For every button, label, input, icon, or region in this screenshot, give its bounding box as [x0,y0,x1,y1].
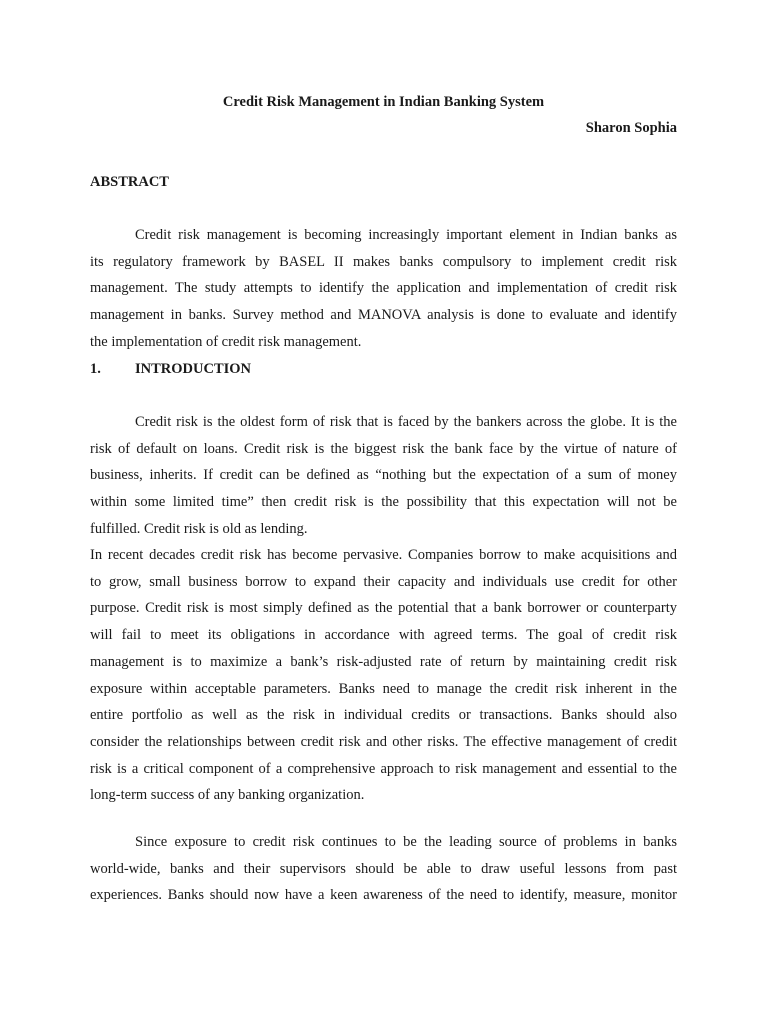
paragraph-line: management is to maximize a bank’s risk-adjusted rate of return by maintaining credit risk [90,653,677,670]
section-title: INTRODUCTION [135,361,252,377]
paragraph-line: fulfilled. Credit risk is old as lending. [90,520,308,537]
paragraph-line: risk of default on loans. Credit risk is the biggest risk the bank face by the virtue of nature of [90,440,677,457]
paragraph-line: consider the relationships between credit risk and other risks. The effective management of credit [90,733,677,750]
paragraph-line: purpose. Credit risk is most simply defined as the potential that a bank borrower or counterparty [90,600,677,617]
paragraph-line: experiences. Banks should now have a keen awareness of the need to identify, measure, monitor [90,887,677,904]
abstract-line: the implementation of credit risk management. [90,333,362,350]
paragraph-line: exposure within acceptable parameters. Banks need to manage the credit risk inherent in the [90,680,677,697]
paragraph-line: business, inherits. If credit can be defined as “nothing but the expectation of a sum of money [90,467,677,484]
document-title: Credit Risk Management in Indian Banking System [222,94,545,110]
paragraph-line: risk is a critical component of a comprehensive approach to risk management and essential to the [90,760,677,777]
document-author: Sharon Sophia [585,120,677,136]
paragraph-line: will fail to meet its obligations in accordance with agreed terms. The goal of credit risk [90,627,677,644]
abstract-line: management in banks. Survey method and MANOVA analysis is done to evaluate and identify [90,307,677,324]
paragraph-line: entire portfolio as well as the risk in individual credits or transactions. Banks should also [90,707,677,724]
paragraph-line: world-wide, banks and their supervisors should be able to draw useful lessons from past [90,860,677,877]
introduction-paragraph-2 [90,542,677,809]
paragraph-line: within some limited time” then credit risk is the possibility that this expectation will not be [90,494,677,511]
abstract-line: Credit risk management is becoming increasingly important element in Indian banks as [135,227,677,243]
section-number: 1. [90,361,101,377]
paragraph-line: long-term success of any banking organization. [90,787,365,804]
paragraph-line: to grow, small business borrow to expand their capacity and individuals use credit for other [90,573,677,590]
abstract-heading: ABSTRACT [90,174,169,190]
introduction-paragraph-1 [90,409,677,543]
paragraph-line: Since exposure to credit risk continues to be the leading source of problems in banks [135,834,677,850]
paragraph-line: Credit risk is the oldest form of risk that is faced by the bankers across the globe. It is the [135,414,677,430]
paragraph-line: In recent decades credit risk has become pervasive. Companies borrow to make acquisitions and [90,547,677,563]
abstract-line: management. The study attempts to identify the application and implementation of credit risk [90,280,677,297]
introduction-paragraph-3 [90,829,677,909]
abstract-line: its regulatory framework by BASEL II makes banks compulsory to implement credit risk [90,253,677,270]
introduction-heading [90,360,251,378]
abstract-paragraph [90,222,677,356]
